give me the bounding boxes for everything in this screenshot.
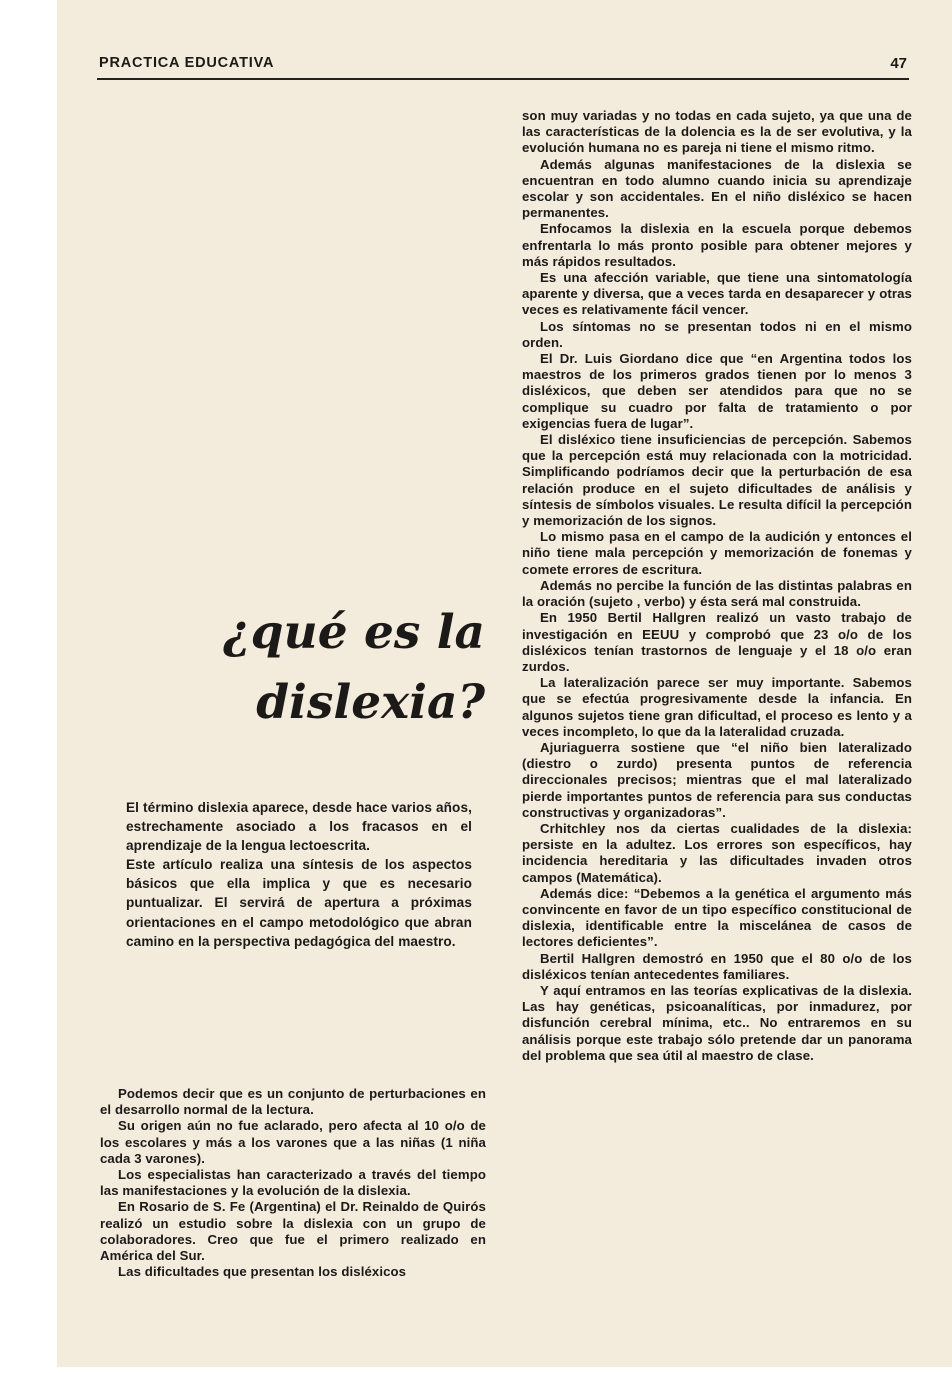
intro-paragraph: Este artículo realiza una síntesis de los aspectos básicos que ella implica y que es necesario puntualizar. El servirá de apertura a próximas orientaciones en el campo metodológico que abran camino en la perspectiva pedagógica del maestro. [126,857,472,949]
header-rule [97,78,909,80]
page-number: 47 [890,55,907,72]
body-paragraph: Lo mismo pasa en el campo de la audición y entonces el niño tiene mala percepción y memorización de fonemas y comete errores de escritura. [522,529,912,577]
body-paragraph: Podemos decir que es un conjunto de perturbaciones en el desarrollo normal de la lectura. [100,1086,486,1118]
section-title: PRACTICA EDUCATIVA [99,55,275,71]
left-column [100,1086,486,1280]
body-paragraph: El disléxico tiene insuficiencias de percepción. Sabemos que la percepción está muy relacionada con la motricidad. Simplificando podríamos decir que la perturbación de esa relación produce en el sujeto dificultades de análisis y síntesis de símbolos visuales. Le resulta difícil la percepción y memorización de los signos. [522,432,912,529]
body-paragraph: Bertil Hallgren demostró en 1950 que el 80 o/o de los disléxicos tenían antecedentes familiares. [522,950,912,982]
body-paragraph: En Rosario de S. Fe (Argentina) el Dr. Reinaldo de Quirós realizó un estudio sobre la dislexia con un grupo de colaboradores. Creo que fue el primero realizado en América del Sur. [100,1199,486,1264]
body-paragraph: Además dice: “Debemos a la genética el argumento más convincente en favor de un tipo específico constitucional de dislexia, identificable entre la miscelánea de casos de lectores deficientes”. [522,885,912,950]
intro-paragraph: El término dislexia aparece, desde hace varios años, estrechamente asociado a los fracasos en el aprendizaje de la lengua lectoescrita. [126,800,472,854]
body-paragraph: Y aquí entramos en las teorías explicativas de la dislexia. Las hay genéticas, psicoanalíticas, por inmadurez, por disfunción cerebral mínima, etc.. No entraremos en su análisis porque este trabajo sólo pretende dar un panorama del problema que sea útil al maestro de clase. [522,982,912,1063]
body-paragraph: En 1950 Bertil Hallgren realizó un vasto trabajo de investigación en EEUU y comprobó que 23 o/o de los disléxicos tenían trastornos de lenguaje y el 18 o/o eran zurdos. [522,610,912,674]
body-paragraph: Además no percibe la función de las distintas palabras en la oración (sujeto , verbo) y ésta será mal construida. [522,577,912,610]
body-paragraph: Ajuriaguerra sostiene que “el niño bien lateralizado (diestro o zurdo) presenta puntos de referencia direccionales precisos; mientras que el mal lateralizado pierde importantes puntos de referencia para sus conductas constructivas y organizadoras”. [522,739,912,820]
article-title [180,598,485,738]
body-paragraph: Su origen aún no fue aclarado, pero afecta al 10 o/o de los escolares y más a los varones que a las niñas (1 niña cada 3 varones). [100,1118,486,1166]
page-header [99,55,907,79]
body-paragraph: son muy variadas y no todas en cada sujeto, ya que una de las características de la dolencia es la de ser evolutiva, y la evolución humana no es pareja ni tiene el mismo ritmo. [522,108,912,156]
body-paragraph: Los especialistas han caracterizado a través del tiempo las manifestaciones y la evolución de la dislexia. [100,1167,486,1199]
body-paragraph: Crhitchley nos da ciertas cualidades de la dislexia: persiste en la adultez. Los errores son específicos, hay incidencia hereditaria y las dificultades invaden otros campos (Matemática). [522,820,912,885]
title-line-2: dislexia? [256,675,485,730]
body-paragraph: La lateralización parece ser muy importante. Sabemos que se efectúa progresivamente desde la infancia. En algunos sujetos tiene gran dificultad, el proceso es lento y a veces incompleto, lo que da la lateralidad cruzada. [522,675,912,739]
body-paragraph: Además algunas manifestaciones de la dislexia se encuentran en todo alumno cuando inicia su aprendizaje escolar y son accidentales. En el niño disléxico se hacen permanentes. [522,156,912,221]
body-paragraph: El Dr. Luis Giordano dice que “en Argentina todos los maestros de los primeros grados tienen por lo menos 3 disléxicos, que deben ser atendidos para que no se complique su cuadro por falta de tratamiento o por exigencias fuera de lugar”. [522,351,912,431]
title-line-1: ¿qué es la [223,605,485,660]
body-paragraph: Es una afección variable, que tiene una sintomatología aparente y diversa, que a veces tarda en desaparecer y otras veces es relativamente fácil vencer. [522,270,912,318]
body-paragraph: Los síntomas no se presentan todos ni en el mismo orden. [522,318,912,350]
body-paragraph: Enfocamos la dislexia en la escuela porque debemos enfrentarla lo más pronto posible para obtener mejores y más rápidos resultados. [522,221,912,269]
body-paragraph: Las dificultades que presentan los disléxicos [118,1264,407,1280]
article-intro [126,798,472,951]
right-column [522,108,912,1064]
